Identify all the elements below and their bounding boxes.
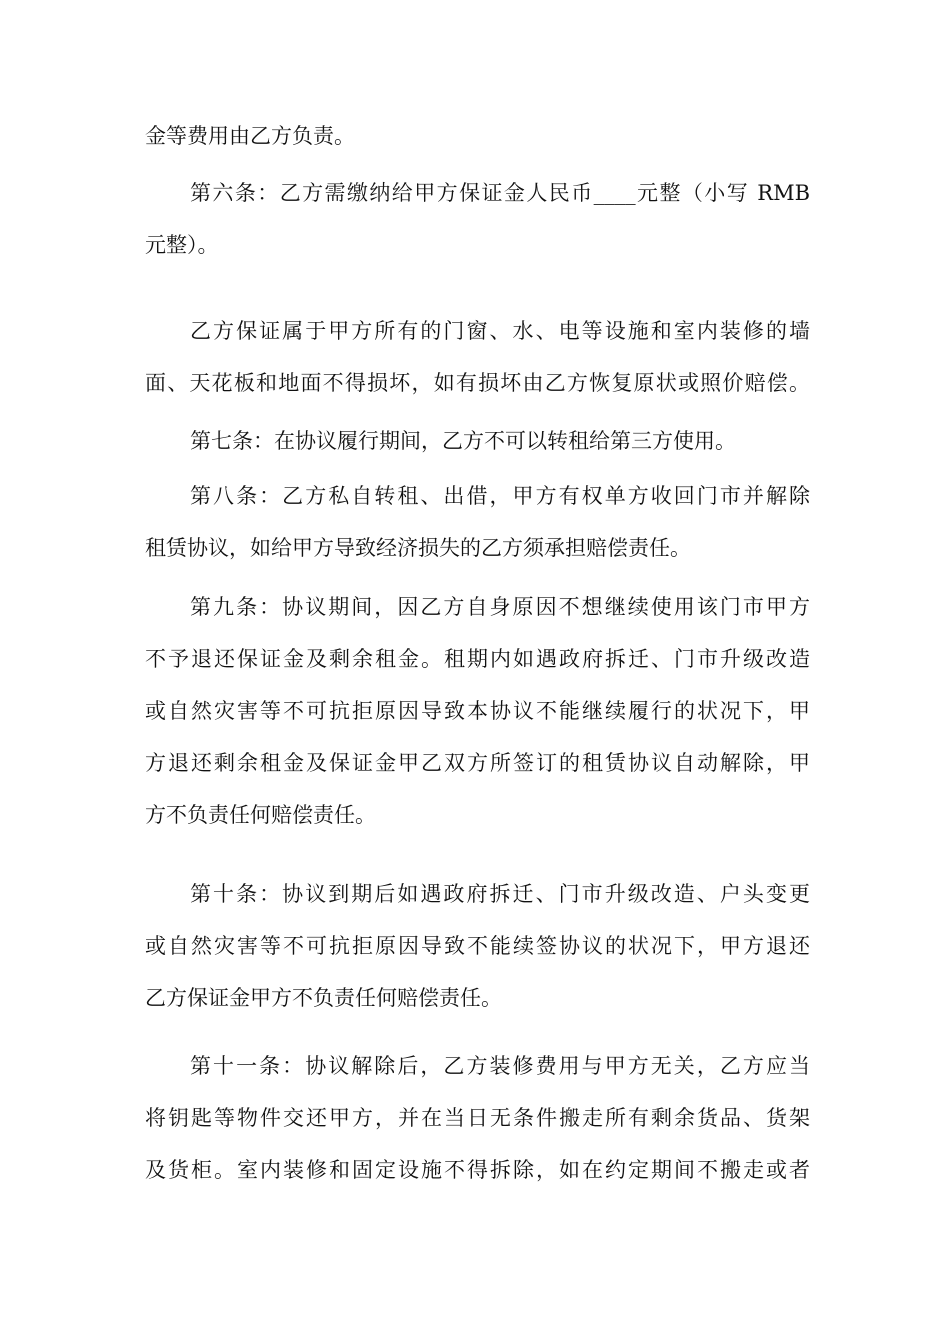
paragraph-article-six: [145, 167, 810, 271]
text-line: 金等费用由乙方负责。: [145, 124, 355, 148]
text-line: 乙方保证属于甲方所有的门窗、水、电等设施和室内装修的墙: [190, 319, 810, 343]
paragraph-article-nine: [145, 581, 810, 841]
text-line: 第十条：协议到期后如遇政府拆迁、门市升级改造、户头变更: [190, 882, 810, 906]
text-line: 将钥匙等物件交还甲方，并在当日无条件搬走所有剩余货品、货架: [145, 1106, 810, 1130]
text-line: 或自然灾害等不可抗拒原因导致本协议不能继续履行的状况下，甲: [145, 699, 810, 723]
text-line: 面、天花板和地面不得损坏，如有损坏由乙方恢复原状或照价赔偿。: [145, 371, 810, 395]
text-line: 第八条：乙方私自转租、出借，甲方有权单方收回门市并解除: [190, 484, 810, 508]
text-line: 或自然灾害等不可抗拒原因导致不能续签协议的状况下，甲方退还: [145, 934, 810, 958]
paragraph-article-ten: [145, 868, 810, 1024]
text-line: 租赁协议，如给甲方导致经济损失的乙方须承担赔偿责任。: [145, 536, 691, 560]
paragraph-article-eight: [145, 470, 810, 574]
text-line: 及货柜。室内装修和固定设施不得拆除，如在约定期间不搬走或者: [145, 1158, 810, 1182]
text-line: 第九条：协议期间，因乙方自身原因不想继续使用该门市甲方: [190, 595, 810, 619]
paragraph-fifth-article-end: [145, 110, 810, 162]
text-line: 第七条：在协议履行期间，乙方不可以转租给第三方使用。: [190, 429, 736, 453]
text-line: 乙方保证金甲方不负责任何赔偿责任。: [145, 986, 502, 1010]
text-line: 元整）。: [145, 233, 219, 257]
paragraph-deposit-guarantee: [145, 305, 810, 409]
paragraph-article-eleven: [145, 1040, 810, 1196]
text-line: 第六条：乙方需缴纳给甲方保证金人民币____元整（小写 RMB: [190, 181, 810, 205]
text-line: 第十一条：协议解除后，乙方装修费用与甲方无关，乙方应当: [190, 1054, 810, 1078]
text-line: 方不负责任何赔偿责任。: [145, 803, 376, 827]
text-line: 不予退还保证金及剩余租金。租期内如遇政府拆迁、门市升级改造: [145, 647, 810, 671]
paragraph-article-seven: [145, 415, 810, 467]
text-line: 方退还剩余租金及保证金甲乙双方所签订的租赁协议自动解除，甲: [145, 751, 810, 775]
